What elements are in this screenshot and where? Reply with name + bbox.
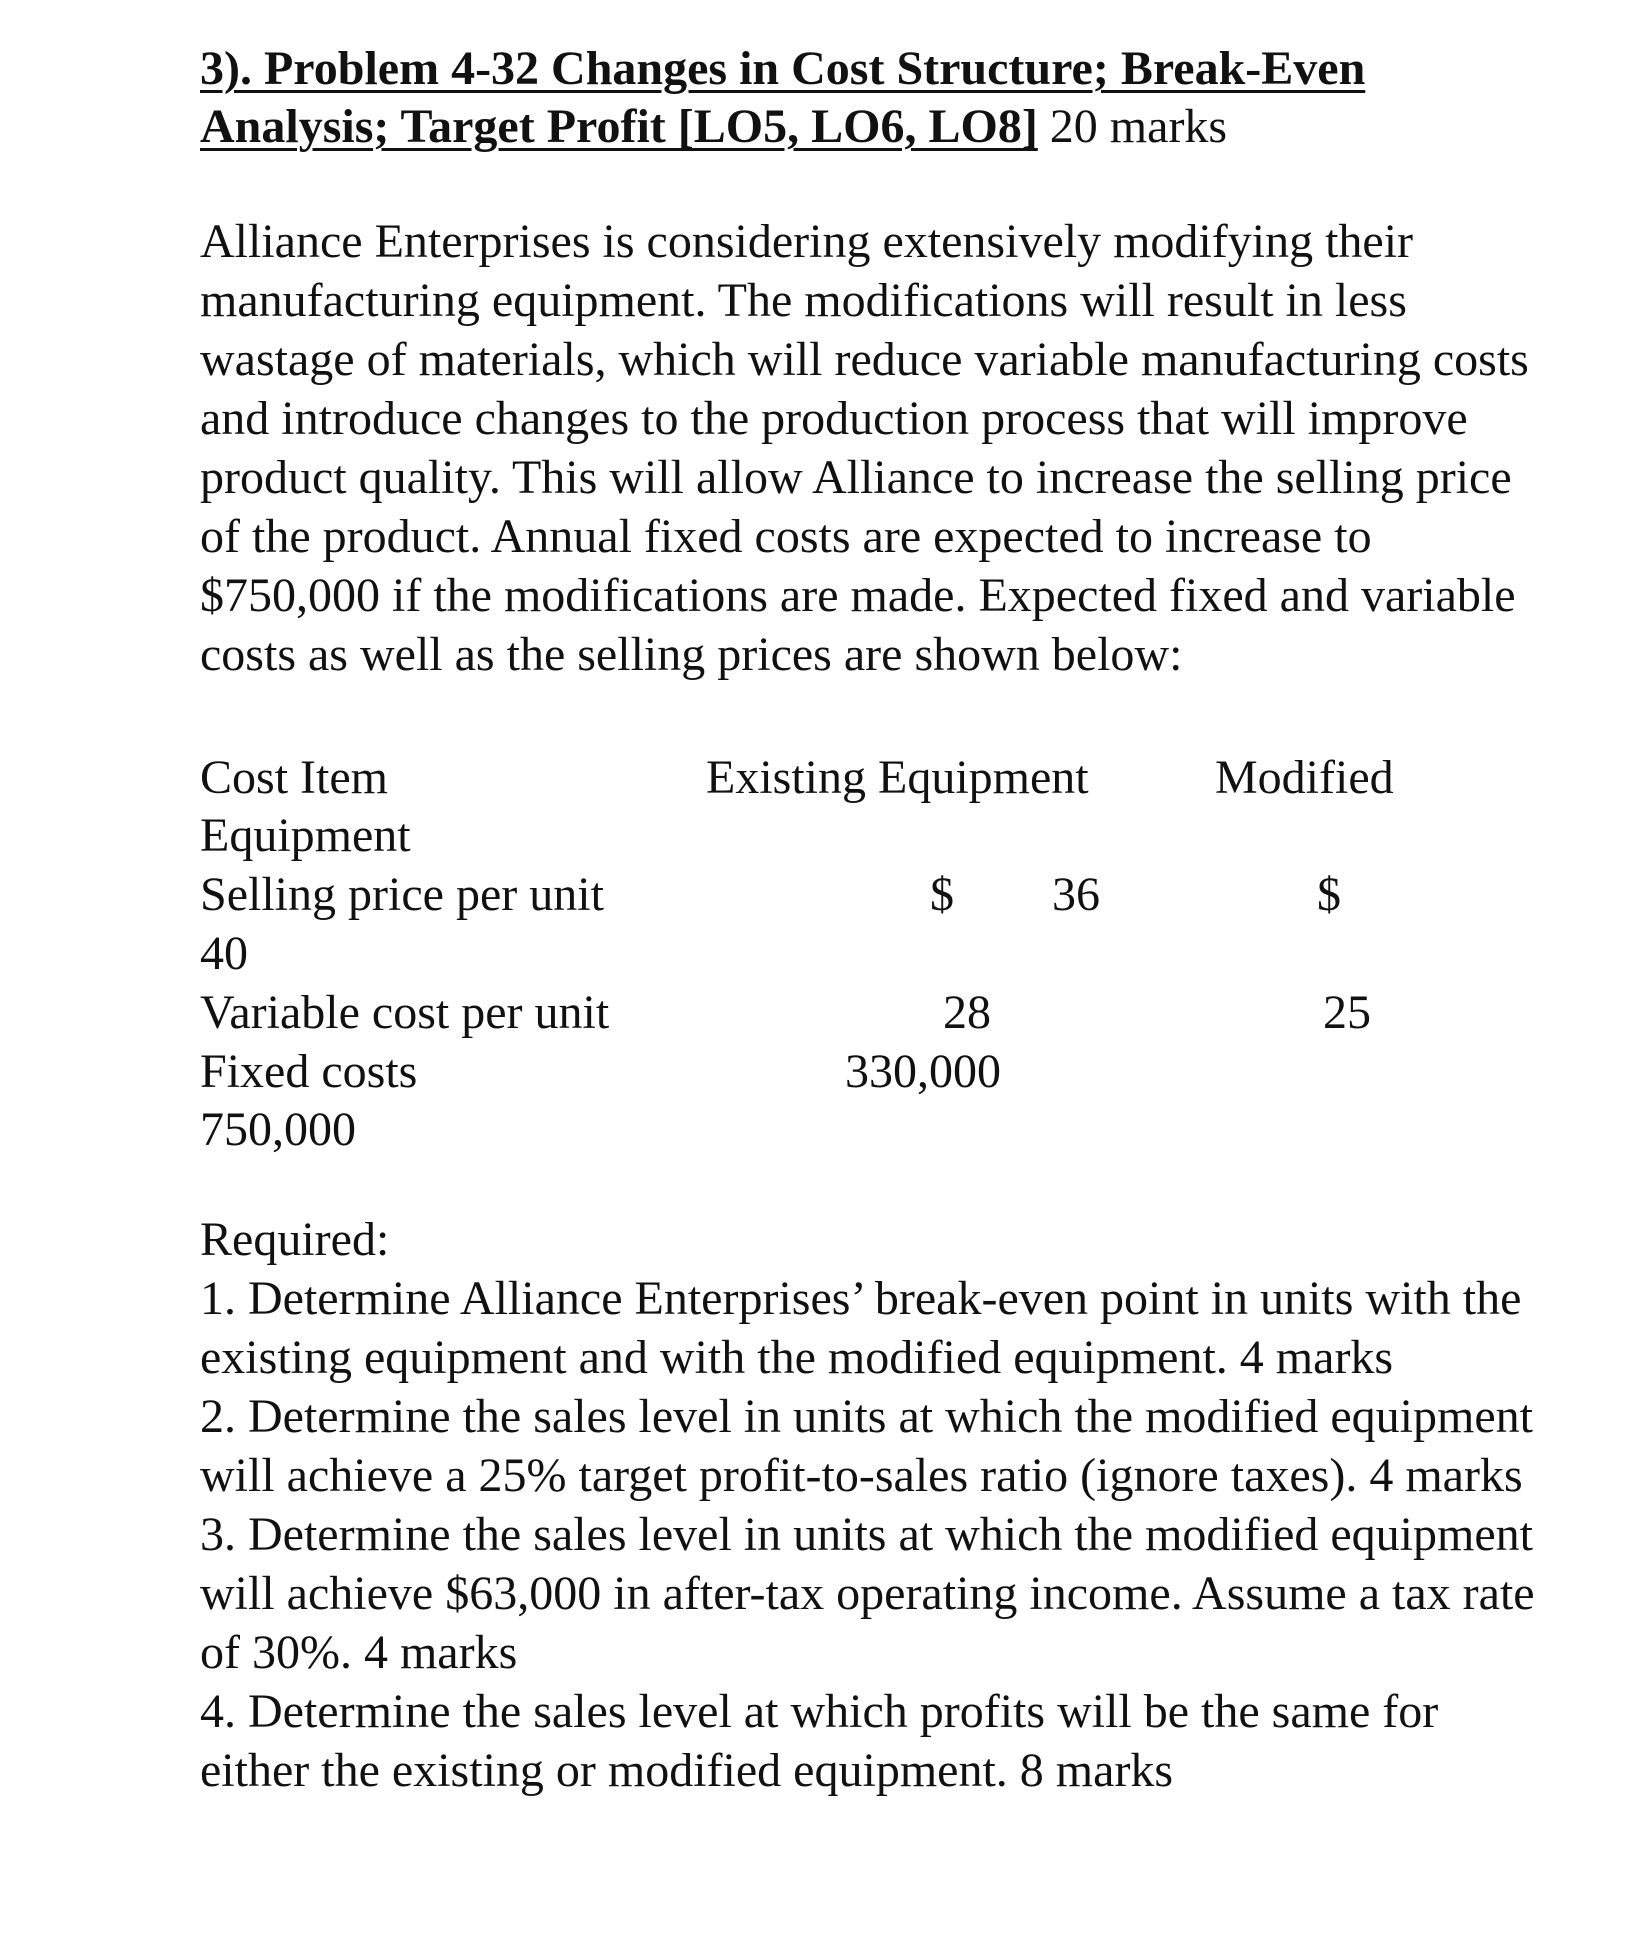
header-modified: Modified bbox=[1215, 751, 1394, 804]
required-item-2: 2. Determine the sales level in units at which the modified equipment will achieve a 25% target profit-to-sales ratio (ignore taxes). 4 marks bbox=[200, 1390, 1533, 1502]
variable-existing: 28 bbox=[943, 986, 991, 1039]
fixed-modified: 750,000 bbox=[200, 1103, 356, 1156]
title-marks: 20 marks bbox=[1037, 100, 1228, 153]
title-line-1: 3). Problem 4-32 Changes in Cost Structure; Break-Even bbox=[200, 42, 1366, 95]
variable-modified: 25 bbox=[1323, 986, 1371, 1039]
selling-modified-symbol: $ bbox=[1317, 868, 1341, 921]
fixed-label: Fixed costs bbox=[200, 1045, 418, 1098]
header-equipment: Equipment bbox=[200, 809, 411, 862]
required-item-4: 4. Determine the sales level at which profits will be the same for either the existing or modified equipment. 8 marks bbox=[200, 1685, 1439, 1797]
intro-section bbox=[200, 212, 1540, 684]
required-item-3: 3. Determine the sales level in units at which the modified equipment will achieve $63,000 in after-tax operating income. Assume a tax rate of 30%. 4 marks bbox=[200, 1508, 1535, 1679]
header-cost-item: Cost Item bbox=[200, 751, 388, 804]
selling-existing-value: 36 bbox=[1052, 868, 1100, 921]
variable-label: Variable cost per unit bbox=[200, 986, 610, 1039]
title-line-2: Analysis; Target Profit [LO5, LO6, LO8] bbox=[200, 100, 1038, 153]
fixed-existing: 330,000 bbox=[845, 1045, 1001, 1098]
header-existing: Existing Equipment bbox=[706, 751, 1089, 804]
problem-header bbox=[200, 40, 1540, 156]
intro-paragraph: Alliance Enterprises is considering extensively modifying their manufacturing equipment. The modifications will result in less wastage of materials, which will reduce variable manufacturing costs and introduce changes to the production process that will improve product quality. This will allow Alliance to increase the selling price of the product. Annual fixed costs are expected to increase to $750,000 if the modifications are made. Expected fixed and variable costs as well as the selling prices are shown below: bbox=[200, 215, 1529, 681]
selling-modified-value: 40 bbox=[200, 927, 248, 980]
problem-title bbox=[200, 40, 1540, 156]
required-item-1: 1. Determine Alliance Enterprises’ break-even point in units with the existing equipment and with the modified equipment. 4 marks bbox=[200, 1272, 1522, 1384]
required-heading: Required: bbox=[200, 1213, 390, 1266]
selling-existing-symbol: $ bbox=[930, 868, 954, 921]
selling-label: Selling price per unit bbox=[200, 868, 604, 921]
required-section bbox=[200, 1210, 1540, 1800]
